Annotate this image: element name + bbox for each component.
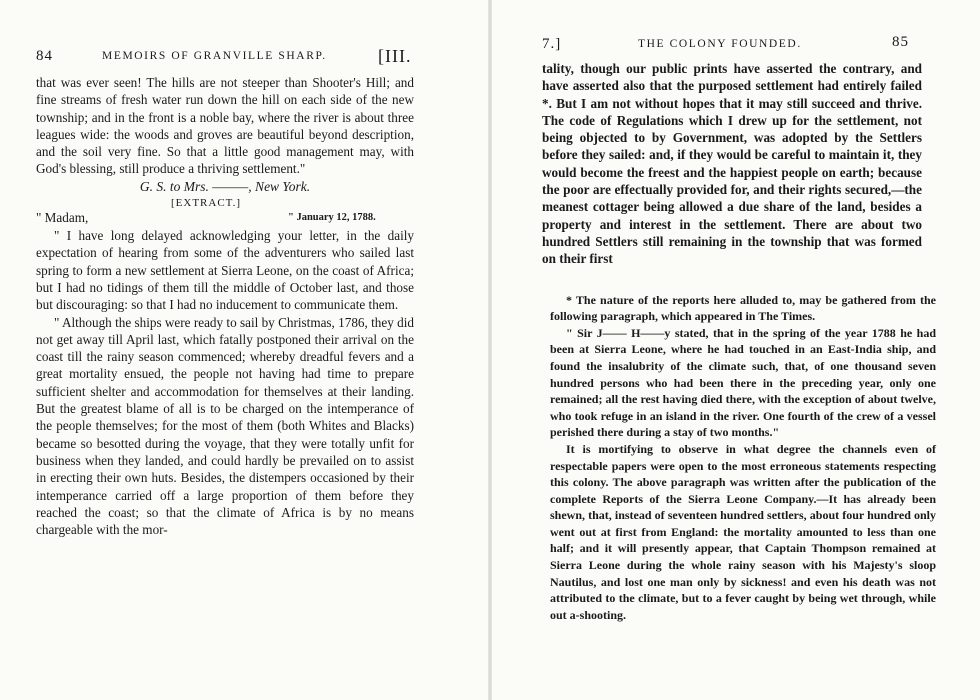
extract-label: [EXTRACT.] — [171, 197, 241, 210]
right-page-number: 85 — [892, 34, 909, 50]
footnote-paragraph-3: It is mortifying to observe in what degree the channels even of respectable papers were open to the most erroneous statements respecting this colony. The above paragraph was written after the publication of the complete Reports of the Sierra Leone Company.—It has already been shewn, that, instead of seventeen hundred settlers, about four hundred only went out at first from England: the mortality amounted to less than one half; and it will presently appear, that Captain Thompson remained at Sierra Leone during the whole rainy season with his Majesty's sloop Nautilus, and lost one man only by sickness! and even his death was not attributed to the climate, but to a fever caught by being wet through, while out a-shooting. — [550, 441, 936, 622]
left-part-marker: [III. — [378, 46, 412, 66]
letter-paragraph-1: " I have long delayed acknowledging your letter, in the daily expectation of hearing from some of the adventurers who sailed last spring to form a new settlement at Sierra Leone, on the coast of Africa; but I had no tidings of them till the middle of October last, and those but discouraging: so that I had no inducement to communicate them. — [36, 228, 414, 313]
left-running-title: MEMOIRS OF GRANVILLE SHARP. — [102, 50, 327, 62]
footnote-paragraph-2: " Sir J—— H——y stated, that in the spring of the year 1788 he had been at Sierra Leone, where he had touched in an East-India ship, and found the insalubrity of the climate such, that, of one thousand seven hundred persons who had been there in the preceding year, only one remained; all the rest having died there, with the exception of about twelve, who took refuge in an island in the river. One fourth of the crew of a vessel perished there during a stay of two months." — [550, 325, 936, 440]
letter-paragraph-2: " Although the ships were ready to sail by Christmas, 1786, they did not get away till April last, which fatally postponed their arrival on the coast till the rainy season commenced; whereby dreadful fevers and a great mortality ensued, the people not having had time to prepare sufficient shelter and accommodation for themselves at their landing. But the greatest blame of all is to be charged on the intemperance of the people themselves; for the most of them (both Whites and Blacks) became so besotted during the voyage, that they were totally unfit for business when they landed, and could hardly be prevailed on to assist in erecting their own huts. Besides, the distempers occasioned by their intemperance carried off a large proportion of them before they reached the coast; so that the climate of Africa is by no means chargeable with the mor- — [36, 314, 414, 538]
left-opening-paragraph: that was ever seen! The hills are not steeper than Shooter's Hill; and fine streams of fresh water run down the hill on each side of the new township; and in the front is a noble bay, where the river is about three leagues wide: the woods and groves are beautiful beyond description, and the soil very fine. So that a little good management may, with God's blessing, still produce a thriving settlement." — [36, 75, 414, 177]
footnote — [550, 292, 936, 624]
salutation: " Madam, — [36, 210, 89, 226]
letter-heading: G. S. to Mrs. ———, New York. — [139, 178, 311, 194]
right-running-head — [542, 34, 980, 60]
footnote-paragraph-1: * The nature of the reports here alluded to, may be gathered from the following paragraph, which appeared in The Times. — [550, 292, 936, 324]
left-body-text — [36, 74, 414, 538]
right-running-title: THE COLONY FOUNDED. — [638, 38, 802, 50]
right-page — [490, 0, 980, 700]
extract-line — [36, 195, 414, 227]
left-running-head — [36, 48, 490, 74]
right-body-text — [542, 60, 922, 268]
letter-date: " January 12, 1788. — [288, 212, 376, 224]
right-part-marker: 7.] — [542, 36, 562, 52]
left-page-number: 84 — [36, 48, 53, 64]
right-main-text: tality, though our public prints have asserted the contrary, and have asserted also that the purposed settlement had entirely failed *. But I am not without hopes that it may still succeed and thrive. The code of Regulations which I drew up for the settlement, not being objected to by Government, was adopted by the Settlers before they sailed: and, if they would be careful to maintain it, they would become the freest and the happiest people on earth; because the poor are effectually provided for, and their rights secured,—the meanest cottager being allowed a due share of the land, besides a property and interest in the settlement. There are about two hundred Settlers still remaining in the township that was formed on their first — [542, 61, 922, 267]
